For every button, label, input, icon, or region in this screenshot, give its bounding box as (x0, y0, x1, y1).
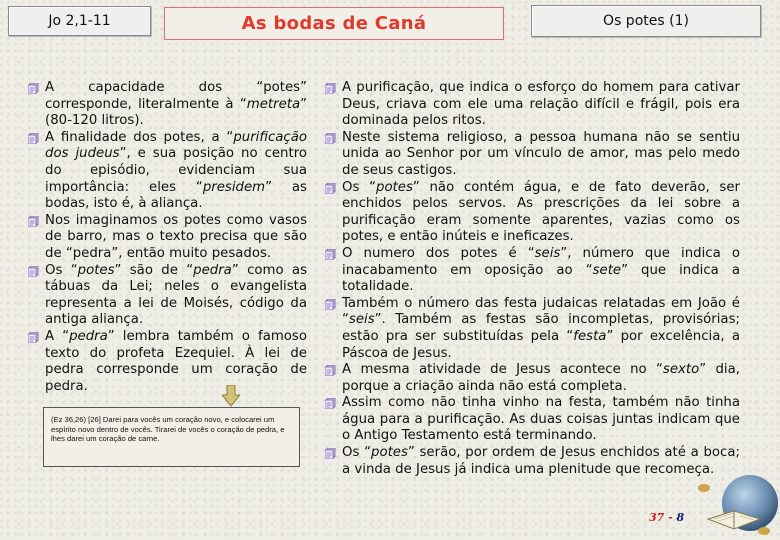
emphasis-text: potes (371, 445, 408, 461)
emphasis-text: metreta (246, 96, 301, 112)
globe-book-art (694, 473, 778, 537)
bullet-paragraph (325, 130, 740, 180)
bullet-paragraph (325, 80, 740, 130)
emphasis-text: presidem (202, 179, 266, 195)
bullet-paragraph (325, 395, 740, 445)
page-bullet-icon (28, 133, 39, 144)
page-bullet-icon (325, 398, 336, 409)
page-bullet-icon (325, 83, 336, 94)
paragraph-text: Também o número das festa judaicas relatadas em João é “ (342, 295, 740, 328)
paragraph-text: Assim como não tinha vinho na festa, também não tinha água para a purificação. As duas coisas juntas indicam que o Antigo Testamento está terminando. (342, 395, 740, 444)
paragraph-text: A capacidade dos “potes” corresponde, literalmente à “ (45, 80, 307, 112)
page-bullet-icon (325, 249, 336, 260)
emphasis-text: seis (534, 245, 561, 261)
paragraph-text: ” por excelência, a Páscoa de Jesus. (342, 328, 740, 361)
down-arrow-icon (222, 385, 240, 407)
page-bullet-icon (28, 266, 39, 277)
bullet-paragraph (325, 362, 740, 395)
reference-label: Jo 2,1-11 (48, 13, 111, 29)
scripture-note: (Ez 36,26) [26] Darei para vocês um coração novo, e colocarei um espírito novo dentro de vocês. Tirarei de vocês o coração de pedra, e lhes darei um coração de carne. (43, 407, 300, 467)
title-box (164, 7, 504, 40)
paragraph-text: ” como as tábuas da Lei; neles o evangelista representa a lei de Moisés, código da antiga aliança. (45, 262, 308, 328)
paragraph-text: A finalidade dos potes, a “ (45, 129, 234, 145)
right-column (325, 80, 740, 478)
paragraph-text: ”, e sua posição no centro do episódio, evidenciam sua importância: eles “ (45, 146, 308, 195)
paragraph-text: ”. Também as festas são incompletas, provisórias; estão pra ser substituídas pela “ (342, 312, 740, 344)
bullet-paragraph (28, 213, 307, 263)
page-number-value: 8 (676, 511, 685, 524)
page-bullet-icon (325, 365, 336, 376)
emphasis-text: pedra (193, 262, 232, 278)
paragraph-text: ” são de “ (114, 262, 194, 278)
page-bullet-icon (325, 183, 336, 194)
left-column (28, 80, 307, 395)
emphasis-text: sete (592, 262, 622, 278)
page-label: 37 - (649, 511, 677, 524)
paragraph-text: O numero dos potes é “ (342, 245, 535, 261)
paragraph-text: A purificação, que indica o esforço do homem para cativar Deus, criava com ele uma relação difícil e frágil, pois era dominada pelos ritos. (342, 80, 740, 129)
emphasis-text: seis (348, 312, 375, 328)
paragraph-text: Neste sistema religioso, a pessoa humana não se sentiu unida ao Senhor por um vínculo de amor, mas pelo medo de seus castigos. (342, 129, 740, 178)
page-bullet-icon (28, 216, 39, 227)
bullet-paragraph (325, 445, 740, 478)
page-bullet-icon (325, 299, 336, 310)
paragraph-text: Os “ (342, 179, 376, 195)
paragraph-text: ” as bodas, isto é, à aliança. (45, 179, 307, 212)
bullet-paragraph (28, 329, 307, 395)
paragraph-text: ” que indica a totalidade. (342, 262, 741, 295)
paragraph-text: Os “ (342, 445, 371, 461)
emphasis-text: sexto (662, 362, 700, 378)
emphasis-text: potes (376, 179, 413, 195)
bullet-paragraph (28, 263, 307, 329)
paragraph-text: ” não contém água, e de fato deverão, ser enchidos pelos servos. As prescrições da lei sobre a purificação eram somente aparentes, vazias como os potes, e então inúteis e ineficazes. (342, 179, 740, 245)
page-number (649, 511, 684, 524)
page-bullet-icon (28, 332, 39, 343)
paragraph-text: Os “ (45, 262, 78, 278)
paragraph-text: ” dia, porque a criação ainda não está completa. (342, 362, 740, 394)
page-bullet-icon (325, 133, 336, 144)
emphasis-text: purificação dos judeus (45, 129, 307, 162)
page-bullet-icon (28, 83, 39, 94)
bullet-paragraph (325, 246, 740, 296)
paragraph-text: A mesma atividade de Jesus acontece no “ (342, 362, 663, 378)
bullet-paragraph (28, 130, 307, 213)
paragraph-text: ” serão, por ordem de Jesus enchidos até a boca; a vinda de Jesus já indica uma plenitude que recomeça. (342, 445, 740, 477)
reference-box (8, 6, 151, 36)
paragraph-text: ” lembra também o famoso texto do profeta Ezequiel. À lei de pedra corresponde um coração de pedra. (45, 328, 307, 394)
paragraph-text: Nos imaginamos os potes como vasos de barro, mas o texto precisa que são de “pedra”, então muito pesados. (45, 212, 307, 261)
page-title: As bodas de Caná (241, 13, 427, 34)
subtitle-box (531, 5, 761, 37)
paragraph-text: ” (80-120 litros). (45, 96, 307, 129)
page-subtitle: Os potes (1) (603, 13, 689, 29)
bullet-paragraph (28, 80, 307, 130)
bullet-paragraph (325, 180, 740, 246)
emphasis-text: potes (77, 262, 115, 278)
page-bullet-icon (325, 448, 336, 459)
emphasis-text: pedra (69, 328, 108, 344)
paragraph-text: A “ (45, 328, 70, 344)
paragraph-text: ”, número que indica o inacabamento em oposição ao “ (342, 245, 740, 278)
emphasis-text: festa (573, 328, 607, 344)
bullet-paragraph (325, 296, 740, 362)
